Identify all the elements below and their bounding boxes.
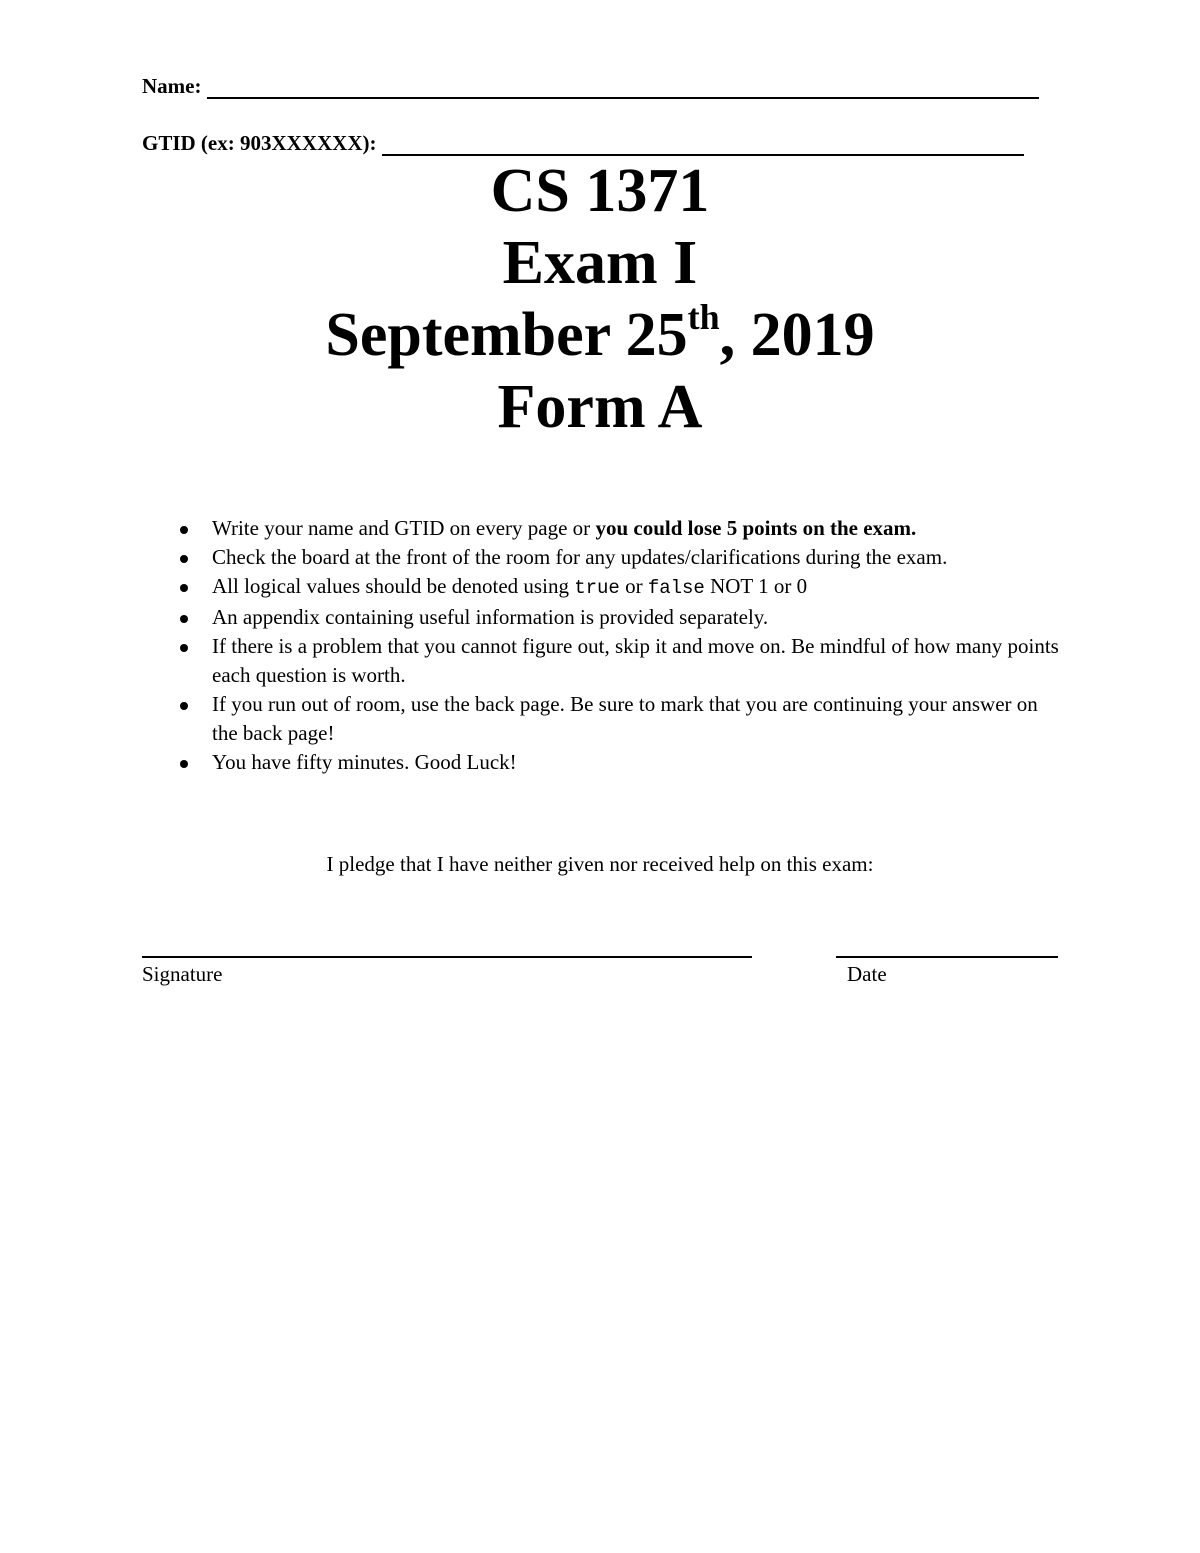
name-field[interactable] [142, 74, 1039, 99]
bullet-icon [180, 526, 188, 534]
instruction-1-text: Write your name and GTID on every page or [212, 516, 596, 540]
exam-date-month-day: September 25 [325, 301, 688, 369]
exam-title: Exam I [502, 229, 698, 297]
bullet-icon [180, 615, 188, 623]
instruction-6-text: If you run out of room, use the back page. Be sure to mark that you are continuing your answer on the back page! [212, 692, 1038, 745]
instruction-4-text: An appendix containing useful information is provided separately. [212, 605, 769, 629]
course-title: CS 1371 [490, 157, 710, 225]
bullet-icon [180, 760, 188, 768]
instructions-list [180, 514, 1060, 777]
bullet-icon [180, 584, 188, 592]
gtid-label: GTID (ex: 903XXXXXX): [142, 131, 377, 155]
code-true: true [574, 577, 620, 599]
instruction-7-text: You have fifty minutes. Good Luck! [212, 750, 517, 774]
name-label: Name: [142, 74, 202, 98]
instruction-item [180, 632, 1060, 690]
exam-date-year: , 2019 [719, 301, 875, 369]
instruction-3-before: All logical values should be denoted using [212, 574, 575, 598]
honor-pledge: I pledge that I have neither given nor received help on this exam: [326, 852, 874, 876]
gtid-field[interactable] [142, 131, 1024, 156]
date-line[interactable] [836, 956, 1058, 958]
instruction-3-or: or [619, 574, 648, 598]
exam-form: Form A [497, 373, 703, 441]
instruction-item [180, 690, 1060, 748]
name-blank-line[interactable] [207, 77, 1039, 99]
bullet-icon [180, 644, 188, 652]
instruction-item [180, 572, 1060, 603]
exam-date [0, 299, 1200, 371]
instruction-item [180, 748, 1060, 777]
bullet-icon [180, 555, 188, 563]
instruction-3-after: NOT 1 or 0 [704, 574, 808, 598]
gtid-blank-line[interactable] [382, 134, 1024, 156]
exam-title-block [0, 155, 1200, 443]
instruction-2-text: Check the board at the front of the room for any updates/clarifications during the exam. [212, 545, 948, 569]
signature-line[interactable] [142, 956, 752, 958]
date-label: Date [847, 962, 887, 986]
exam-date-suffix: th [687, 297, 720, 338]
bullet-icon [180, 702, 188, 710]
instruction-1-bold: you could lose 5 points on the exam. [595, 516, 917, 540]
code-false: false [647, 577, 705, 599]
instruction-item [180, 514, 1060, 543]
instruction-item [180, 543, 1060, 572]
instruction-item [180, 603, 1060, 632]
signature-label: Signature [142, 962, 223, 986]
instruction-5-text: If there is a problem that you cannot figure out, skip it and move on. Be mindful of how many points each question is worth. [212, 634, 1059, 687]
